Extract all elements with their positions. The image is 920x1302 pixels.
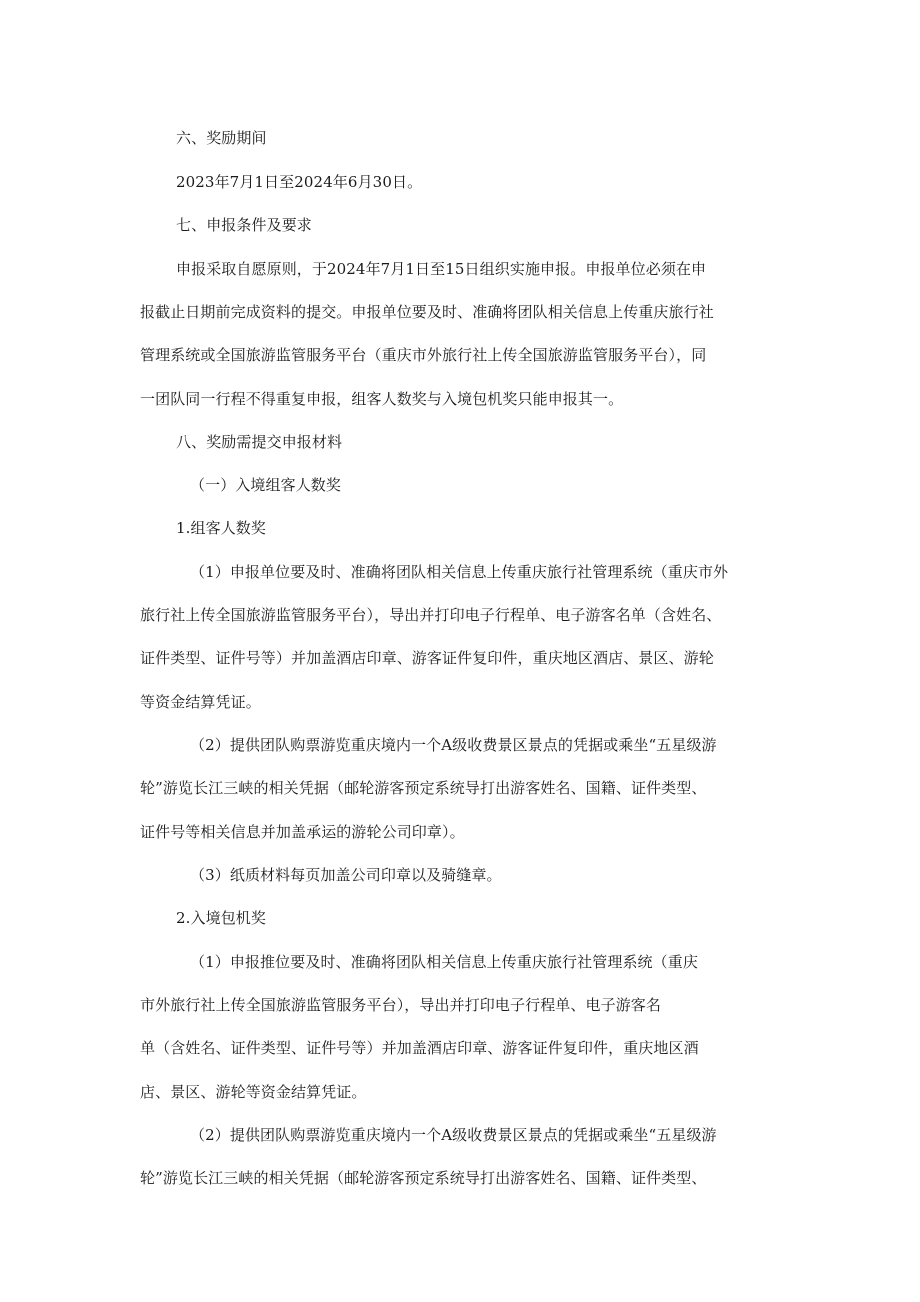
paragraph-line: （1）申报推位要及时、准确将团队相关信息上传重庆旅行社管理系统（重庆 xyxy=(190,953,698,971)
paragraph-line: 证件类型、证件号等）并加盖酒店印章、游客证件复印件，重庆地区酒店、景区、游轮 xyxy=(140,649,714,667)
paragraph-line: 旅行社上传全国旅游监管服务平台），导出并打印电子行程单、电子游客名单（含姓名、 xyxy=(140,606,722,624)
paragraph-line: （2）提供团队购票游览重庆境内一个A级收费景区景点的凭据或乘坐“五星级游 xyxy=(190,736,717,754)
paragraph-line: 轮”游览长江三峡的相关凭据（邮轮游客预定系统导打出游客姓名、国籍、证件类型、 xyxy=(140,1169,707,1187)
paragraph-line: （1）申报单位要及时、准确将团队相关信息上传重庆旅行社管理系统（重庆市外 xyxy=(190,563,729,581)
item-heading: 1.组客人数奖 xyxy=(176,519,267,537)
item-heading: 2.入境包机奖 xyxy=(176,909,267,927)
paragraph-line: （2）提供团队购票游览重庆境内一个A级收费景区景点的凭据或乘坐“五星级游 xyxy=(190,1126,717,1144)
subsection-heading: （一）入境组客人数奖 xyxy=(190,476,342,494)
paragraph-line: 轮”游览长江三峡的相关凭据（邮轮游客预定系统导打出游客姓名、国籍、证件类型、 xyxy=(140,779,707,797)
section-heading-7: 七、申报条件及要求 xyxy=(176,216,312,234)
paragraph-line: 店、景区、游轮等资金结算凭证。 xyxy=(140,1083,367,1101)
paragraph-line: 一团队同一行程不得重复申报，组客人数奖与入境包机奖只能申报其一。 xyxy=(140,390,624,408)
paragraph-line: 2023年7月1日至2024年6月30日。 xyxy=(176,173,423,191)
paragraph-line: （3）纸质材料每页加盖公司印章以及骑缝章。 xyxy=(190,866,502,884)
paragraph-line: 证件号等相关信息并加盖承运的游轮公司印章）。 xyxy=(140,823,465,841)
paragraph-line: 报截止日期前完成资料的提交。申报单位要及时、准确将团队相关信息上传重庆旅行社 xyxy=(140,303,714,321)
paragraph-line: 申报采取自愿原则，于2024年7月1日至15日组织实施申报。申报单位必须在申 xyxy=(176,260,707,278)
paragraph-line: 市外旅行社上传全国旅游监管服务平台），导出并打印电子行程单、电子游客名 xyxy=(140,996,662,1014)
paragraph-line: 管理系统或全国旅游监管服务平台（重庆市外旅行社上传全国旅游监管服务平台），同 xyxy=(140,346,707,364)
paragraph-line: 等资金结算凭证。 xyxy=(140,693,261,711)
section-heading-6: 六、奖励期间 xyxy=(176,129,267,147)
paragraph-line: 单（含姓名、证件类型、证件号等）并加盖酒店印章、游客证件复印件，重庆地区酒 xyxy=(140,1039,699,1057)
section-heading-8: 八、奖励需提交申报材料 xyxy=(176,433,343,451)
